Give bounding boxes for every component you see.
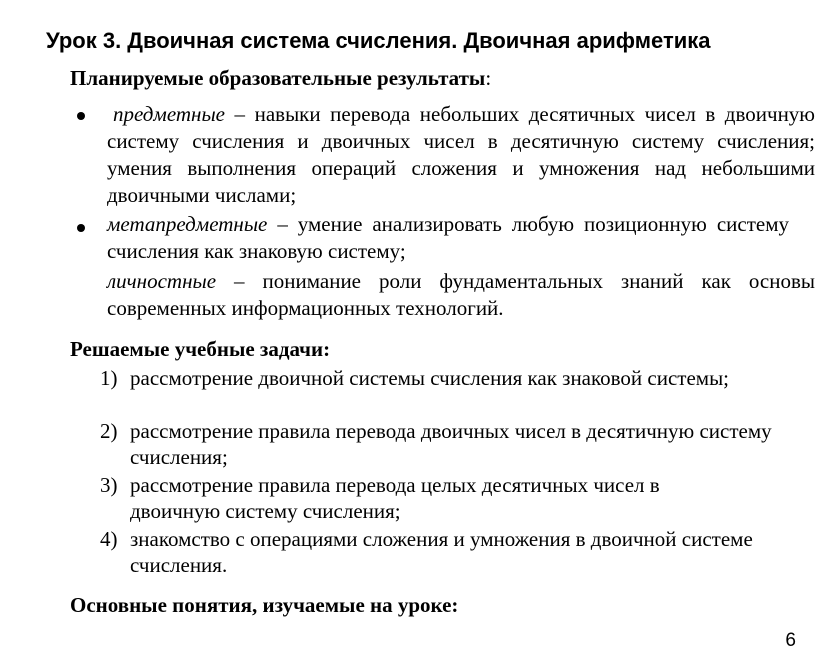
result-item-personal bbox=[107, 268, 815, 322]
result-item-metasubject bbox=[107, 211, 789, 265]
result-term: метапредметные bbox=[107, 212, 268, 236]
task-text: рассмотрение двоичной системы счисления как знаковой системы; bbox=[130, 366, 730, 390]
task-item bbox=[100, 472, 816, 524]
tasks-heading: Решаемые учебные задачи: bbox=[70, 337, 331, 361]
results-heading-text: Планируемые образовательные результаты bbox=[70, 66, 486, 90]
bullet-icon bbox=[77, 224, 85, 232]
result-text: – навыки перевода небольших десятичных чисел в двоичную систему счисления и двоичных чисел в десятичную систему счисления; умения выполнения операций сложения и умножения над небольшими двоичными числами; bbox=[107, 102, 815, 207]
bullet-icon bbox=[77, 112, 85, 120]
result-item-subject bbox=[107, 101, 815, 209]
task-item bbox=[100, 418, 816, 470]
task-text: знакомство с операциями сложения и умножения в двоичной системе счисления. bbox=[130, 527, 753, 577]
task-number: 4) bbox=[100, 527, 118, 551]
task-item bbox=[100, 365, 816, 391]
results-heading-colon: : bbox=[485, 66, 492, 90]
page-title: Урок 3. Двоичная система счисления. Двоичная арифметика bbox=[46, 28, 711, 53]
result-term: личностные bbox=[107, 269, 217, 293]
task-text: рассмотрение правила перевода целых десятичных чисел в двоичную систему счисления; bbox=[130, 473, 660, 523]
task-number: 1) bbox=[100, 366, 118, 390]
result-text: – умение анализировать любую позиционную систему счисления как знаковую систему; bbox=[107, 212, 789, 263]
task-number: 3) bbox=[100, 473, 118, 497]
task-number: 2) bbox=[100, 419, 118, 443]
result-text: – понимание роли фундаментальных знаний как основы современных информационных технологий. bbox=[107, 269, 815, 320]
task-text: рассмотрение правила перевода двоичных чисел в десятичную систему счисления; bbox=[130, 419, 772, 469]
page-number: 6 bbox=[785, 630, 796, 651]
results-heading bbox=[70, 66, 810, 91]
result-term: предметные bbox=[113, 102, 225, 126]
task-item bbox=[100, 526, 816, 578]
concepts-heading: Основные понятия, изучаемые на уроке: bbox=[70, 593, 459, 617]
